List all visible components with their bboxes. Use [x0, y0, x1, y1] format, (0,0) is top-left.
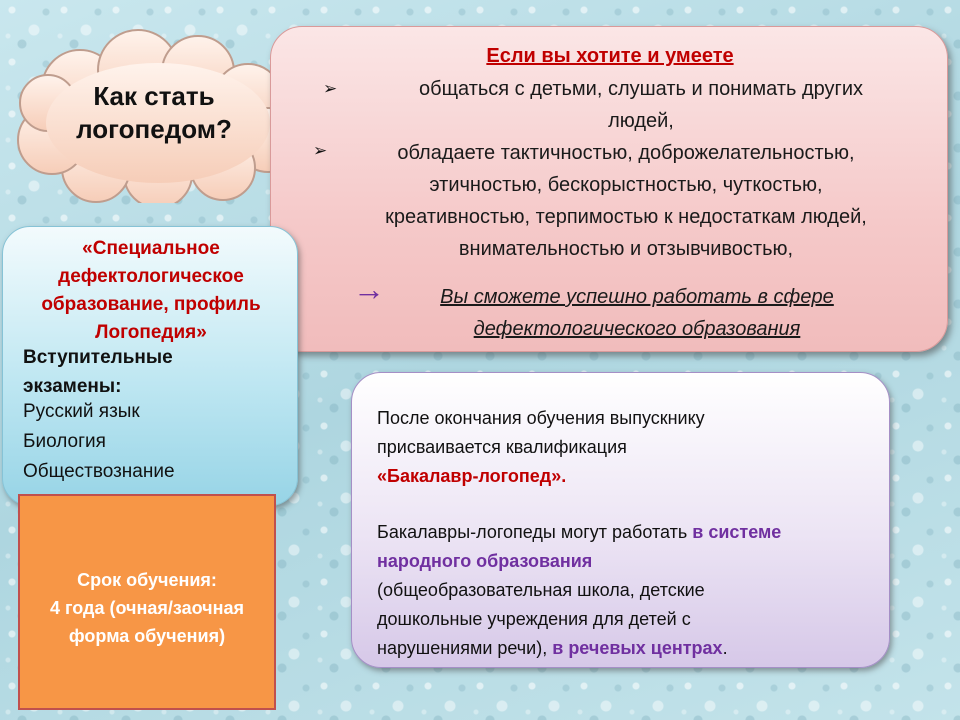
- exams-heading: [23, 343, 273, 401]
- requirements-heading: Если вы хотите и умеете: [486, 45, 734, 67]
- work-text: .: [722, 638, 728, 658]
- work-highlight: в речевых центрах: [552, 638, 723, 658]
- title-line-1: Как стать: [93, 81, 215, 111]
- work-line: (общеобразовательная школа, детские: [377, 580, 705, 600]
- requirement-line: людей,: [608, 110, 674, 132]
- result-line-2: дефектологического образования: [473, 318, 801, 340]
- work-highlight: в системе: [692, 522, 782, 542]
- result-line-1: Вы сможете успешно работать в сфере: [440, 286, 834, 308]
- program-title: [15, 235, 287, 347]
- arrow-bullet-icon: ➢: [323, 79, 338, 98]
- duration-line: 4 года (очная/заочная: [50, 598, 244, 618]
- qualification-title: «Бакалавр-логопед».: [377, 466, 567, 486]
- qualification-box: [351, 372, 890, 668]
- exam-subject: Обществознание: [23, 461, 175, 482]
- program-title-line: дефектологическое: [58, 266, 244, 287]
- duration-text: [20, 566, 274, 650]
- duration-line: Срок обучения:: [77, 570, 217, 590]
- program-title-line: «Специальное: [82, 238, 220, 259]
- duration-box: [18, 494, 276, 710]
- work-line: [377, 517, 781, 547]
- duration-line: форма обучения): [68, 626, 226, 646]
- exams-heading-line: Вступительные: [23, 347, 173, 368]
- requirement-line: общаться с детьми, слушать и понимать других: [418, 78, 864, 100]
- program-title-line: Логопедия»: [95, 322, 207, 343]
- qualification-line: присваивается квалификация: [377, 437, 627, 457]
- exam-subject: Биология: [23, 431, 106, 452]
- qualification-line: После окончания обучения выпускнику: [377, 408, 705, 428]
- result-text: [367, 281, 907, 345]
- work-text: нарушениями речи),: [377, 638, 553, 658]
- title-cloud: [8, 28, 308, 203]
- title-line-2: логопедом?: [76, 114, 232, 144]
- requirements-box: [270, 26, 948, 352]
- work-line: дошкольные учреждения для детей с: [377, 609, 691, 629]
- exam-subject: Русский язык: [23, 401, 140, 422]
- exams-heading-line: экзамены:: [23, 376, 122, 397]
- requirement-line: внимательностью и отзывчивостью,: [458, 238, 794, 260]
- right-arrow-icon: →: [353, 271, 385, 307]
- page-title: [48, 80, 260, 146]
- program-title-line: образование, профиль: [41, 294, 261, 315]
- requirement-line: обладаете тактичностью, доброжелательностью,: [397, 142, 855, 164]
- requirement-line: этичностью, бескорыстностью, чуткостью,: [429, 174, 823, 196]
- work-line: [377, 633, 728, 663]
- arrow-bullet-icon: ➢: [313, 141, 328, 160]
- requirement-line: креативностью, терпимостью к недостаткам людей,: [385, 206, 867, 228]
- program-box: [2, 226, 298, 506]
- work-highlight: народного образования: [377, 551, 593, 571]
- work-text: Бакалавры-логопеды могут работать: [377, 522, 693, 542]
